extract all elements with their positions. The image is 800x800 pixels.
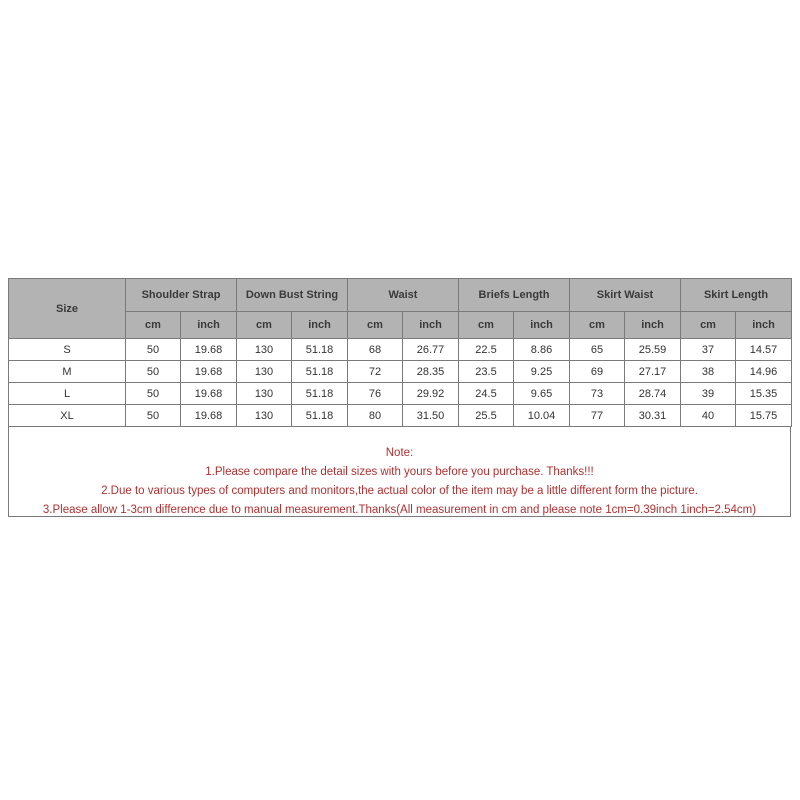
table-row xyxy=(9,383,792,405)
table-cell: 23.5 xyxy=(459,361,514,383)
unit-header: inch xyxy=(514,312,570,339)
table-cell: 40 xyxy=(681,405,736,427)
table-header-row xyxy=(9,279,792,312)
table-cell: 14.57 xyxy=(736,339,792,361)
size-cell: L xyxy=(9,383,126,405)
column-group-header: Waist xyxy=(348,279,459,312)
table-cell: 130 xyxy=(237,405,292,427)
table-cell: 72 xyxy=(348,361,403,383)
table-cell: 10.04 xyxy=(514,405,570,427)
table-cell: 80 xyxy=(348,405,403,427)
table-cell: 19.68 xyxy=(181,405,237,427)
table-cell: 68 xyxy=(348,339,403,361)
table-cell: 28.35 xyxy=(403,361,459,383)
table-cell: 69 xyxy=(570,361,625,383)
column-group-header: Skirt Waist xyxy=(570,279,681,312)
table-cell: 37 xyxy=(681,339,736,361)
unit-header: cm xyxy=(126,312,181,339)
unit-header: inch xyxy=(292,312,348,339)
table-cell: 50 xyxy=(126,339,181,361)
table-cell: 51.18 xyxy=(292,339,348,361)
size-cell: M xyxy=(9,361,126,383)
table-row xyxy=(9,405,792,427)
table-cell: 50 xyxy=(126,383,181,405)
table-cell: 38 xyxy=(681,361,736,383)
table-row xyxy=(9,361,792,383)
table-cell: 73 xyxy=(570,383,625,405)
table-cell: 22.5 xyxy=(459,339,514,361)
note-line-1: 1.Please compare the detail sizes with yours before you purchase. Thanks!!! xyxy=(205,466,594,478)
table-cell: 24.5 xyxy=(459,383,514,405)
table-cell: 28.74 xyxy=(625,383,681,405)
table-cell: 31.50 xyxy=(403,405,459,427)
column-group-header: Briefs Length xyxy=(459,279,570,312)
unit-header: cm xyxy=(570,312,625,339)
table-cell: 130 xyxy=(237,361,292,383)
size-column-header: Size xyxy=(9,279,126,339)
size-chart xyxy=(8,278,791,517)
unit-header: inch xyxy=(625,312,681,339)
column-group-header: Down Bust String xyxy=(237,279,348,312)
unit-header: inch xyxy=(403,312,459,339)
table-cell: 19.68 xyxy=(181,339,237,361)
column-group-header: Skirt Length xyxy=(681,279,792,312)
size-cell: S xyxy=(9,339,126,361)
table-cell: 25.59 xyxy=(625,339,681,361)
unit-header: inch xyxy=(181,312,237,339)
table-cell: 19.68 xyxy=(181,361,237,383)
table-cell: 9.65 xyxy=(514,383,570,405)
table-cell: 26.77 xyxy=(403,339,459,361)
table-cell: 27.17 xyxy=(625,361,681,383)
table-unit-row xyxy=(9,312,792,339)
table-cell: 9.25 xyxy=(514,361,570,383)
table-cell: 130 xyxy=(237,339,292,361)
table-cell: 77 xyxy=(570,405,625,427)
table-cell: 51.18 xyxy=(292,383,348,405)
table-cell: 14.96 xyxy=(736,361,792,383)
table-cell: 8.86 xyxy=(514,339,570,361)
unit-header: cm xyxy=(459,312,514,339)
table-row xyxy=(9,339,792,361)
table-cell: 51.18 xyxy=(292,361,348,383)
table-cell: 30.31 xyxy=(625,405,681,427)
table-cell: 25.5 xyxy=(459,405,514,427)
table-cell: 19.68 xyxy=(181,383,237,405)
table-cell: 76 xyxy=(348,383,403,405)
note-line-3: 3.Please allow 1-3cm difference due to manual measurement.Thanks(All measurement in cm and please note 1cm=0.39inch 1inch=2.54cm) xyxy=(42,504,757,516)
table-cell: 29.92 xyxy=(403,383,459,405)
size-cell: XL xyxy=(9,405,126,427)
table-cell: 51.18 xyxy=(292,405,348,427)
table-cell: 50 xyxy=(126,405,181,427)
size-table xyxy=(8,278,792,427)
table-cell: 15.35 xyxy=(736,383,792,405)
unit-header: cm xyxy=(237,312,292,339)
unit-header: inch xyxy=(736,312,792,339)
table-cell: 39 xyxy=(681,383,736,405)
note-line-2: 2.Due to various types of computers and monitors,the actual color of the item may be a little different form the picture. xyxy=(101,485,698,497)
notes-box xyxy=(8,427,791,517)
note-title: Note: xyxy=(385,447,414,459)
table-cell: 15.75 xyxy=(736,405,792,427)
table-cell: 50 xyxy=(126,361,181,383)
table-cell: 65 xyxy=(570,339,625,361)
column-group-header: Shoulder Strap xyxy=(126,279,237,312)
table-cell: 130 xyxy=(237,383,292,405)
unit-header: cm xyxy=(348,312,403,339)
unit-header: cm xyxy=(681,312,736,339)
